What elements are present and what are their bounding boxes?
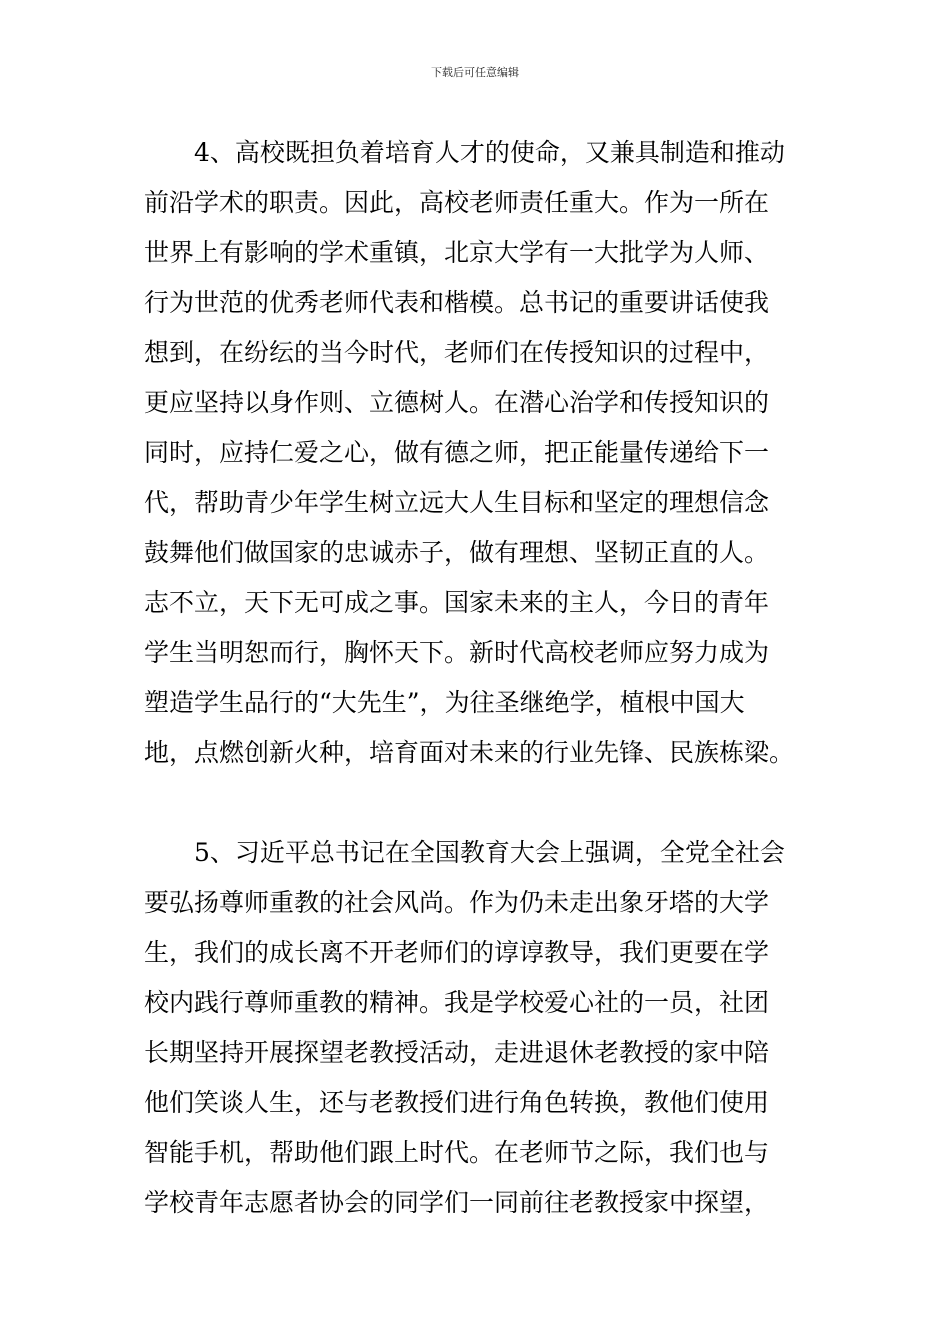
paragraph-line: 校内践行尊师重教的精神。我是学校爱心社的一员，社团 — [144, 988, 770, 1017]
paragraph-line: 代，帮助青少年学生树立远大人生目标和坚定的理想信念 — [144, 488, 770, 517]
paragraph-line: 塑造学生品行的“大先生”，为往圣继绝学，植根中国大 — [144, 688, 745, 717]
document-body — [144, 128, 808, 1228]
paragraph-line: 地，点燃创新火种，培育面对未来的行业先锋、民族栋梁。 — [144, 738, 795, 767]
paragraph-line: 想到，在纷纭的当今时代，老师们在传授知识的过程中， — [144, 338, 770, 367]
paragraph-line: 学生当明恕而行，胸怀天下。新时代高校老师应努力成为 — [144, 638, 770, 667]
paragraph-line: 世界上有影响的学术重镇，北京大学有一大批学为人师、 — [144, 238, 770, 267]
paragraph-line: 长期坚持开展探望老教授活动，走进退休老教授的家中陪 — [144, 1038, 770, 1067]
paragraph-4 — [144, 128, 808, 778]
paragraph-line: 要弘扬尊师重教的社会风尚。作为仍未走出象牙塔的大学 — [144, 888, 770, 917]
paragraph-line: 更应坚持以身作则、立德树人。在潜心治学和传授知识的 — [144, 388, 770, 417]
paragraph-line: 他们笑谈人生，还与老教授们进行角色转换，教他们使用 — [144, 1088, 770, 1117]
paragraph-line: 智能手机，帮助他们跟上时代。在老师节之际，我们也与 — [144, 1138, 770, 1167]
paragraph-line: 同时，应持仁爱之心，做有德之师，把正能量传递给下一 — [144, 438, 770, 467]
paragraph-line: 行为世范的优秀老师代表和楷模。总书记的重要讲话使我 — [144, 288, 770, 317]
paragraph-line: 生，我们的成长离不开老师们的谆谆教导，我们更要在学 — [144, 938, 770, 967]
paragraph-line: 学校青年志愿者协会的同学们一同前往老教授家中探望， — [144, 1188, 770, 1217]
paragraph-line: 志不立，天下无可成之事。国家未来的主人，今日的青年 — [144, 588, 770, 617]
paragraph-line: 前沿学术的职责。因此，高校老师责任重大。作为一所在 — [144, 188, 770, 217]
page-header: 下载后可任意编辑 — [431, 66, 519, 79]
paragraph-spacer — [144, 778, 808, 828]
paragraph-line: 4、高校既担负着培育人才的使命，又兼具制造和推动 — [194, 138, 785, 167]
paragraph-line: 鼓舞他们做国家的忠诚赤子，做有理想、坚韧正直的人。 — [144, 538, 770, 567]
paragraph-5 — [144, 828, 808, 1228]
paragraph-line: 5、习近平总书记在全国教育大会上强调，全党全社会 — [194, 838, 785, 867]
